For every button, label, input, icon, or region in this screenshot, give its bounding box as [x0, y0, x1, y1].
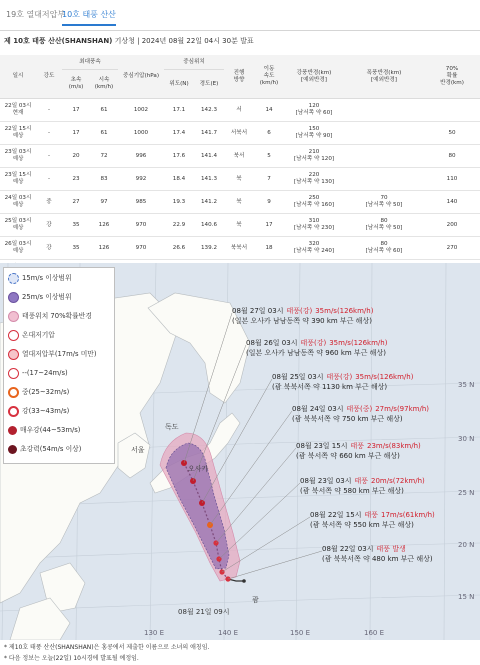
annotation-location: (괌 북서쪽 약 550 km 부근 해상): [310, 521, 414, 529]
annotation-kind: 태풍(강): [286, 307, 313, 315]
cell-speed: 5: [254, 145, 284, 168]
cell-intensity: -: [36, 168, 62, 191]
cell-date: 25일 03시 예상: [0, 214, 36, 237]
cell-speed: 17: [254, 214, 284, 237]
cell-lat: 18.4: [164, 168, 194, 191]
legend-label: 매우강(44~53m/s): [20, 426, 81, 434]
cell-gale: 310 [남서쪽 약 230]: [284, 214, 344, 237]
cell-wind-kmh: 72: [90, 145, 118, 168]
annotation-kind: 태풍: [364, 511, 378, 519]
cell-intensity: 강: [36, 214, 62, 237]
typhoon-symbol-darkred-icon: [8, 426, 17, 435]
cell-intensity: -: [36, 99, 62, 122]
table-row: [0, 214, 480, 237]
th-max-wind: 최대풍속: [62, 55, 118, 70]
cell-direction: 북북서: [224, 237, 254, 260]
annotation-kind: 태풍(강): [326, 373, 353, 381]
lat-35: 35 N: [458, 381, 475, 389]
th-wind-ms: 초속 (m/s): [62, 70, 90, 99]
th-pressure: 중심기압(hPa): [118, 55, 164, 99]
th-lat: 위도(N): [164, 70, 194, 99]
cell-gale: 210 [남서쪽 약 120]: [284, 145, 344, 168]
annotation-kind: 태풍(강): [300, 339, 327, 347]
cell-date: 26일 03시 예상: [0, 237, 36, 260]
cell-wind-kmh: 83: [90, 168, 118, 191]
cell-wind-kmh: 126: [90, 237, 118, 260]
annotation-time: 08월 23일 15시: [296, 442, 348, 450]
cell-storm: 80 [남서쪽 약 60]: [344, 237, 424, 260]
legend-label: 15m/s 이상범위: [22, 274, 72, 282]
cell-gale: 150 [남서쪽 약 90]: [284, 122, 344, 145]
cell-speed: 14: [254, 99, 284, 122]
annotation-location: (일본 오사카 남남동쪽 약 960 km 부근 해상): [246, 349, 386, 357]
legend-item: [8, 367, 68, 379]
cell-prob: 200: [424, 214, 480, 237]
annotation-location: (괌 북북서쪽 약 750 km 부근 해상): [292, 415, 403, 423]
legend-item: [8, 386, 69, 398]
cell-storm: 80 [남서쪽 약 50]: [344, 214, 424, 237]
table-body: [0, 99, 480, 283]
cell-wind-kmh: 61: [90, 122, 118, 145]
lon-130: 130 E: [144, 629, 165, 637]
typhoon-symbol-red-icon: [8, 406, 19, 417]
bulletin-meta: 기상청 | 2024년 08월 22일 04시 30분 발표: [112, 37, 254, 45]
annotation-wind: 27m/s(97km/h): [375, 405, 429, 413]
cell-direction: 북: [224, 191, 254, 214]
annotation-wind: 17m/s(61km/h): [381, 511, 435, 519]
legend-label: 강(33~43m/s): [22, 407, 70, 415]
cell-wind-ms: 17: [62, 99, 90, 122]
cell-lon: 141.2: [194, 191, 224, 214]
legend-label: 25m/s 이상범위: [22, 293, 72, 301]
annotation-line: [310, 510, 435, 519]
cell-prob: 270: [424, 237, 480, 260]
annotation-location: (괌 북북서쪽 약 480 km 부근 해상): [322, 555, 433, 563]
cell-storm: [344, 168, 424, 191]
cell-intensity: 강: [36, 237, 62, 260]
cell-gale: 250 [남서쪽 약 160]: [284, 191, 344, 214]
annotation-time: 08월 23일 03시: [300, 477, 352, 485]
annotation-time: 08월 25일 03시: [272, 373, 324, 381]
cell-wind-kmh: 97: [90, 191, 118, 214]
annotation-kind: 태풍: [354, 477, 368, 485]
cell-date: 24일 03시 예상: [0, 191, 36, 214]
cell-speed: 18: [254, 237, 284, 260]
th-wind-kmh: 시속 (km/h): [90, 70, 118, 99]
lon-150: 150 E: [290, 629, 311, 637]
cell-wind-ms: 35: [62, 214, 90, 237]
bulletin-title: 제 10호 태풍 산산(SHANSHAN): [4, 37, 113, 45]
cell-date: 22일 03시 현재: [0, 99, 36, 122]
tab-tropical-depression-19[interactable]: 19호 열대저압부: [6, 10, 66, 19]
legend-label: 열대저압부(17m/s 미만): [22, 350, 97, 358]
annotation-time: 08월 27일 03시: [232, 307, 284, 315]
cell-lat: 17.4: [164, 122, 194, 145]
annotation-line: [322, 544, 406, 553]
cell-pressure: 992: [118, 168, 164, 191]
annotation-line: [296, 441, 421, 450]
annotation-time: 08월 22일 15시: [310, 511, 362, 519]
legend-item: [8, 291, 72, 303]
th-lon: 경도(E): [194, 70, 224, 99]
cell-intensity: -: [36, 122, 62, 145]
cell-lat: 19.3: [164, 191, 194, 214]
cell-prob: 50: [424, 122, 480, 145]
cell-pressure: 970: [118, 214, 164, 237]
lon-140: 140 E: [218, 629, 239, 637]
cell-direction: 북: [224, 168, 254, 191]
cell-lat: 17.6: [164, 145, 194, 168]
cell-lon: 140.6: [194, 214, 224, 237]
annotation-line: [232, 306, 374, 315]
cell-gale: 220 [남서쪽 약 130]: [284, 168, 344, 191]
cell-prob: 110: [424, 168, 480, 191]
annotation-kind: 태풍(중): [346, 405, 373, 413]
label-track-start: 08월 21일 09시: [178, 608, 230, 616]
annotation-time: 08월 24일 03시: [292, 405, 344, 413]
th-gale-radius: 강풍반경(km) [예외반경]: [284, 55, 344, 99]
legend-item: [8, 329, 55, 341]
th-intensity: 강도: [36, 55, 62, 99]
table-row: [0, 122, 480, 145]
legend-item: [8, 272, 72, 284]
cell-pressure: 985: [118, 191, 164, 214]
cell-date: 22일 15시 예상: [0, 122, 36, 145]
legend-label: 온대저기압: [22, 331, 55, 339]
cell-pressure: 970: [118, 237, 164, 260]
cell-wind-kmh: 126: [90, 214, 118, 237]
cell-storm: [344, 122, 424, 145]
forecast-table: [0, 55, 480, 283]
cell-pressure: 1000: [118, 122, 164, 145]
cell-lon: 142.3: [194, 99, 224, 122]
annotation-location: (괌 북서쪽 약 580 km 부근 해상): [300, 487, 404, 495]
annotation-wind: 20m/s(72km/h): [371, 477, 425, 485]
annotation-location: (괌 북서쪽 약 660 km 부근 해상): [296, 452, 400, 460]
annotation-time: 08월 26일 03시: [246, 339, 298, 347]
table-row: [0, 168, 480, 191]
legend-item: [8, 405, 69, 417]
footnote-next: * 다음 정보는 오늘(22일) 10시경에 발표될 예정임.: [4, 655, 139, 662]
cell-wind-ms: 23: [62, 168, 90, 191]
label-guam: 괌: [252, 596, 259, 604]
th-storm-radius: 폭풍반경(km) [예외반경]: [344, 55, 424, 99]
typhoon-symbol-orange-icon: [8, 387, 19, 398]
annotation-line: [246, 338, 388, 347]
cell-prob: [424, 99, 480, 122]
th-date: 일시: [0, 55, 36, 99]
cell-lon: 141.7: [194, 122, 224, 145]
legend-item: [8, 310, 92, 322]
lat-20: 20 N: [458, 541, 475, 549]
cell-lat: 17.1: [164, 99, 194, 122]
annotation-wind: 35m/s(126km/h): [315, 307, 374, 315]
cell-wind-ms: 17: [62, 122, 90, 145]
annotation-location: (일본 오사카 남남동쪽 약 390 km 부근 해상): [232, 317, 372, 325]
table-row: [0, 237, 480, 260]
annotation-kind: 태풍 발생: [376, 545, 406, 553]
th-speed: 이동 속도 (km/h): [254, 55, 284, 99]
table-row: [0, 191, 480, 214]
cell-wind-ms: 35: [62, 237, 90, 260]
lat-30: 30 N: [458, 435, 475, 443]
cell-direction: 서: [224, 99, 254, 122]
circle-pink-outline-icon: [8, 330, 19, 341]
map-legend: [3, 267, 115, 464]
cell-direction: 서북서: [224, 122, 254, 145]
circle-pink-icon: [8, 311, 19, 322]
cell-speed: 6: [254, 122, 284, 145]
annotation-kind: 태풍: [350, 442, 364, 450]
legend-item: [8, 424, 80, 436]
annotation-time: 08월 22일 03시: [322, 545, 374, 553]
cell-pressure: 996: [118, 145, 164, 168]
cell-gale: 120 [남서쪽 약 60]: [284, 99, 344, 122]
circle-blue-dashed-icon: [8, 273, 19, 284]
cell-wind-kmh: 61: [90, 99, 118, 122]
cell-wind-ms: 27: [62, 191, 90, 214]
circle-pink-dot-icon: [8, 349, 19, 360]
label-seoul: 서울: [131, 446, 145, 454]
th-prob-radius: 70% 확률 반경(km): [424, 55, 480, 99]
cell-storm: [344, 99, 424, 122]
lon-160: 160 E: [364, 629, 385, 637]
annotation-line: [272, 372, 414, 381]
cell-speed: 7: [254, 168, 284, 191]
cell-lon: 139.2: [194, 237, 224, 260]
cell-lat: 22.9: [164, 214, 194, 237]
cell-lat: 26.6: [164, 237, 194, 260]
annotation-line: [292, 404, 429, 413]
cell-gale: 320 [남서쪽 약 240]: [284, 237, 344, 260]
legend-label: --(17~24m/s): [22, 369, 68, 377]
cell-wind-ms: 20: [62, 145, 90, 168]
cell-storm: [344, 145, 424, 168]
cell-direction: 북: [224, 214, 254, 237]
typhoon-symbol-maroon-icon: [8, 445, 17, 454]
legend-label: 중(25~32m/s): [22, 388, 70, 396]
legend-item: [8, 443, 81, 455]
bulletin-headline: [4, 36, 254, 46]
legend-item: [8, 348, 97, 360]
tab-bar: [0, 0, 480, 31]
cell-pressure: 1002: [118, 99, 164, 122]
annotation-line: [300, 476, 425, 485]
legend-label: 초강력(54m/s 이상): [20, 445, 82, 453]
annotation-location: (괌 북북서쪽 약 1130 km 부근 해상): [272, 383, 388, 391]
cell-date: 23일 15시 예상: [0, 168, 36, 191]
legend-label: 태풍위치 70%확률반경: [22, 312, 92, 320]
cell-prob: 80: [424, 145, 480, 168]
cell-prob: 140: [424, 191, 480, 214]
point-21-09: [242, 579, 246, 583]
cell-speed: 9: [254, 191, 284, 214]
cell-lon: 141.3: [194, 168, 224, 191]
footnote-name: * 제10호 태풍 산산(SHANSHAN)은 홍콩에서 제출한 이름으로 소녀의 애칭임.: [4, 644, 210, 651]
lat-25: 25 N: [458, 489, 475, 497]
cell-date: 23일 03시 예상: [0, 145, 36, 168]
th-direction: 진행 방향: [224, 55, 254, 99]
cell-intensity: -: [36, 145, 62, 168]
label-dokdo: 독도: [165, 423, 179, 431]
annotation-wind: 35m/s(126km/h): [355, 373, 414, 381]
circle-purple-icon: [8, 292, 19, 303]
typhoon-symbol-thin-icon: [8, 368, 19, 379]
annotation-wind: 35m/s(126km/h): [329, 339, 388, 347]
th-center: 중심위치: [164, 55, 224, 70]
lat-15: 15 N: [458, 593, 475, 601]
table-row: [0, 99, 480, 122]
cell-lon: 141.4: [194, 145, 224, 168]
annotation-wind: 23m/s(83km/h): [367, 442, 421, 450]
cell-storm: 70 [남서쪽 약 50]: [344, 191, 424, 214]
label-osaka: 오사카: [188, 465, 209, 473]
tab-typhoon-shanshan[interactable]: 10호 태풍 산산: [62, 9, 116, 26]
table-row: [0, 145, 480, 168]
cell-intensity: 중: [36, 191, 62, 214]
cell-direction: 북서: [224, 145, 254, 168]
